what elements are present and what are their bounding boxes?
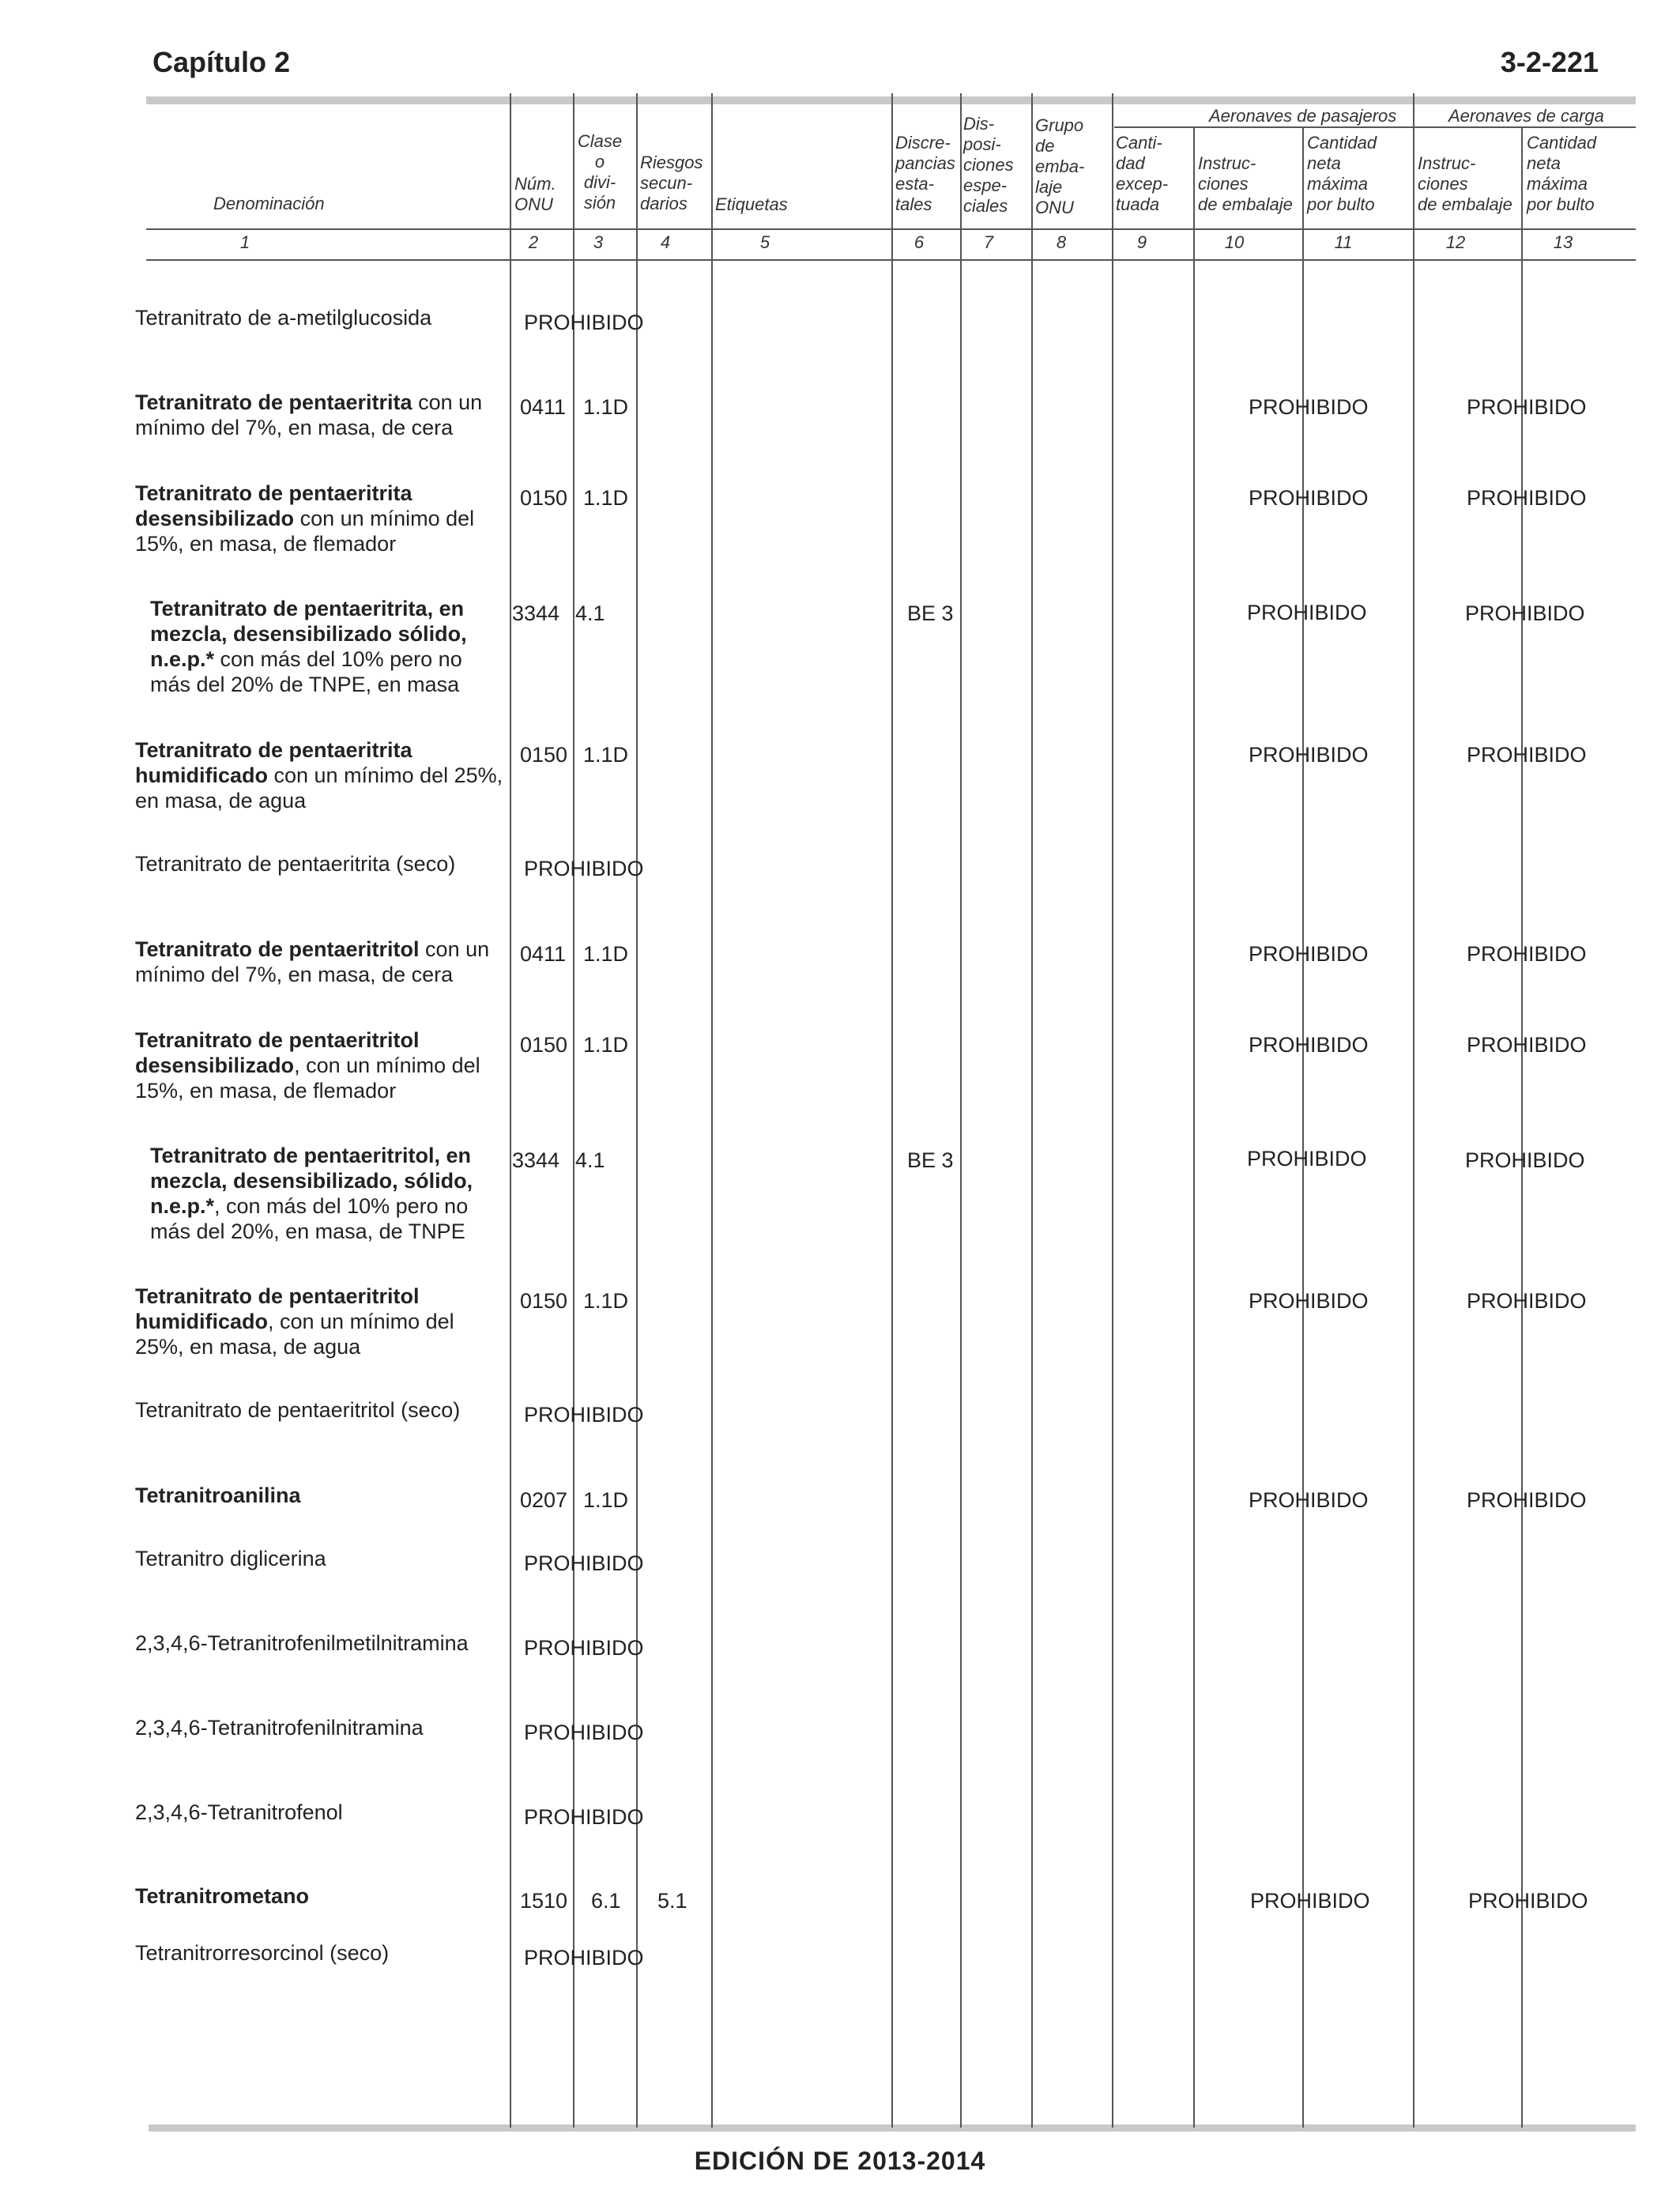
num-onu: 0207 xyxy=(520,1488,568,1512)
num-onu: 0150 xyxy=(520,1289,568,1313)
col-header-discrepancias: Discre- pancias esta- tales xyxy=(895,133,955,214)
prohibido-pasajeros: PROHIBIDO xyxy=(1249,1033,1369,1057)
table-row-name: 2,3,4,6-Tetranitrofenilnitramina xyxy=(135,1716,424,1740)
prohibido-general: PROHIBIDO xyxy=(524,1551,644,1575)
prohibido-pasajeros: PROHIBIDO xyxy=(1249,743,1369,767)
col-number-5: 5 xyxy=(759,232,770,252)
table-row-name: Tetranitrato de pentaeritrita (seco) xyxy=(135,852,456,876)
riesgos-secundarios: 5.1 xyxy=(657,1889,687,1913)
edition-footer: EDICIÓN DE 2013-2014 xyxy=(694,2147,986,2175)
col-number-4: 4 xyxy=(660,232,671,252)
prohibido-pasajeros: PROHIBIDO xyxy=(1249,395,1369,419)
col-number-6: 6 xyxy=(913,232,925,252)
prohibido-pasajeros: PROHIBIDO xyxy=(1250,1889,1370,1913)
col-header-instrucciones-pasajeros: Instruc- ciones de embalaje xyxy=(1198,153,1293,214)
col-header-grupo: Grupo de emba- laje ONU xyxy=(1035,115,1085,217)
clase-division: 1.1D xyxy=(583,395,629,419)
col-number-3: 3 xyxy=(593,232,604,252)
prohibido-carga: PROHIBIDO xyxy=(1465,601,1585,625)
table-row-name: 2,3,4,6-Tetranitrofenilmetilnitramina xyxy=(135,1631,469,1655)
prohibido-general: PROHIBIDO xyxy=(524,857,644,880)
prohibido-general: PROHIBIDO xyxy=(524,1403,644,1427)
num-onu: 0411 xyxy=(520,942,567,966)
col-header-denominacion: Denominación xyxy=(213,194,325,213)
col-header-clase: Clase o divi- sión xyxy=(577,131,623,213)
aircraft-group-line xyxy=(1114,126,1636,128)
table-row-name: Tetranitrato de pentaeritrita, en mezcla, desensibilizado sólido, n.e.p.* con más del 10% pero no más del 20% de TNPE, en masa xyxy=(150,597,467,696)
prohibido-carga: PROHIBIDO xyxy=(1465,1148,1585,1172)
prohibido-pasajeros: PROHIBIDO xyxy=(1249,486,1369,510)
col-number-9: 9 xyxy=(1136,232,1147,252)
discrepancias-estatales: BE 3 xyxy=(907,601,954,625)
table-row-name: Tetranitrato de pentaeritrita humidificado con un mínimo del 25%, en masa, de agua xyxy=(135,738,503,812)
num-onu: 0150 xyxy=(520,743,568,767)
table-row-name: Tetranitrato de pentaeritritol, en mezcla, desensibilizado, sólido, n.e.p.*, con más del 10% pero no más del 20%, en masa, de TNPE xyxy=(150,1144,473,1243)
col-header-cantidad-exceptuada: Canti- dad excep- tuada xyxy=(1116,133,1169,214)
clase-division: 1.1D xyxy=(583,743,629,767)
table-row-name: Tetranitrato de pentaeritritol humidificado, con un mínimo del 25%, en masa, de agua xyxy=(135,1284,454,1359)
prohibido-general: PROHIBIDO xyxy=(524,1805,644,1829)
prohibido-pasajeros: PROHIBIDO xyxy=(1249,942,1369,966)
table-row-name: Tetranitrometano xyxy=(135,1884,310,1908)
num-onu: 0150 xyxy=(520,1033,568,1057)
col-header-cantidad-neta-pasajeros: Cantidad neta máxima por bulto xyxy=(1307,133,1377,214)
table-row-name: Tetranitrato de a-metilglucosida xyxy=(135,306,432,330)
col-line-7 xyxy=(960,93,962,2128)
clase-division: 4.1 xyxy=(575,1148,605,1172)
table-row-name: Tetranitro diglicerina xyxy=(135,1547,326,1570)
clase-division: 1.1D xyxy=(583,1033,629,1057)
col-line-8 xyxy=(1031,93,1033,2128)
prohibido-carga: PROHIBIDO xyxy=(1467,395,1587,419)
prohibido-pasajeros: PROHIBIDO xyxy=(1247,601,1367,624)
prohibido-general: PROHIBIDO xyxy=(524,1636,644,1660)
col-header-etiquetas: Etiquetas xyxy=(715,194,788,214)
col-number-8: 8 xyxy=(1056,232,1067,252)
col-header-riesgos: Riesgos secun- darios xyxy=(640,153,703,213)
col-number-7: 7 xyxy=(983,232,994,252)
prohibido-carga: PROHIBIDO xyxy=(1467,942,1587,966)
col-number-13: 13 xyxy=(1553,232,1573,252)
col-line-11 xyxy=(1302,126,1304,2128)
col-line-6 xyxy=(891,93,893,2128)
col-number-12: 12 xyxy=(1445,232,1466,252)
num-onu: 3344 xyxy=(512,601,560,625)
clase-division: 1.1D xyxy=(583,1488,629,1512)
col-header-cantidad-neta-carga: Cantidad neta máxima por bulto xyxy=(1527,133,1597,214)
col-number-1: 1 xyxy=(239,232,250,252)
prohibido-carga: PROHIBIDO xyxy=(1467,1033,1587,1057)
clase-division: 1.1D xyxy=(583,486,629,510)
col-line-12 xyxy=(1413,93,1414,2128)
col-line-13 xyxy=(1521,126,1523,2128)
clase-division: 1.1D xyxy=(583,1289,629,1313)
prohibido-pasajeros: PROHIBIDO xyxy=(1249,1289,1369,1313)
col-number-11: 11 xyxy=(1334,232,1353,252)
col-header-disposiciones: Dis- posi- ciones espe- ciales xyxy=(963,114,1014,216)
prohibido-carga: PROHIBIDO xyxy=(1467,1488,1587,1512)
clase-division: 1.1D xyxy=(583,942,629,966)
num-onu: 0150 xyxy=(520,486,568,510)
table-row-name: Tetranitrorresorcinol (seco) xyxy=(135,1941,390,1965)
col-header-instrucciones-carga: Instruc- ciones de embalaje xyxy=(1418,153,1512,214)
col-number-2: 2 xyxy=(528,232,539,252)
prohibido-carga: PROHIBIDO xyxy=(1467,486,1587,510)
discrepancias-estatales: BE 3 xyxy=(907,1148,954,1172)
num-onu: 1510 xyxy=(520,1889,568,1913)
num-onu: 0411 xyxy=(520,395,567,419)
prohibido-pasajeros: PROHIBIDO xyxy=(1249,1488,1369,1512)
table-row-name: Tetranitrato de pentaeritritol (seco) xyxy=(135,1398,461,1422)
col-number-10: 10 xyxy=(1224,232,1245,252)
clase-division: 6.1 xyxy=(591,1889,621,1913)
col-line-2 xyxy=(510,93,511,2128)
prohibido-carga: PROHIBIDO xyxy=(1467,743,1587,767)
prohibido-general: PROHIBIDO xyxy=(524,1721,644,1744)
col-header-pasajeros-group: Aeronaves de pasajeros xyxy=(1209,106,1397,126)
table-row-name: Tetranitrato de pentaeritrita desensibilizado con un mínimo del 15%, en masa, de flemador xyxy=(135,481,475,556)
col-header-carga-group: Aeronaves de carga xyxy=(1448,106,1604,126)
prohibido-carga: PROHIBIDO xyxy=(1468,1889,1588,1913)
page-number: 3-2-221 xyxy=(1500,46,1599,78)
table-row-name: 2,3,4,6-Tetranitrofenol xyxy=(135,1800,343,1824)
table-row-name: Tetranitroanilina xyxy=(135,1483,301,1507)
table-row-name: Tetranitrato de pentaeritritol con un mínimo del 7%, en masa, de cera xyxy=(135,937,490,986)
prohibido-carga: PROHIBIDO xyxy=(1467,1289,1587,1313)
col-header-num-onu: Núm. ONU xyxy=(514,174,556,214)
num-onu: 3344 xyxy=(512,1148,560,1172)
prohibido-general: PROHIBIDO xyxy=(524,1946,644,1970)
prohibido-general: PROHIBIDO xyxy=(524,311,644,334)
clase-division: 4.1 xyxy=(575,601,605,625)
prohibido-pasajeros: PROHIBIDO xyxy=(1247,1147,1367,1171)
table-row-name: Tetranitrato de pentaeritrita con un mínimo del 7%, en masa, de cera xyxy=(135,390,483,439)
chapter-title: Capítulo 2 xyxy=(153,46,291,78)
col-line-10 xyxy=(1193,126,1195,2128)
table-row-name: Tetranitrato de pentaeritritol desensibilizado, con un mínimo del 15%, en masa, de flemador xyxy=(135,1028,480,1103)
col-line-9 xyxy=(1112,93,1113,2128)
col-line-5 xyxy=(711,93,713,2128)
